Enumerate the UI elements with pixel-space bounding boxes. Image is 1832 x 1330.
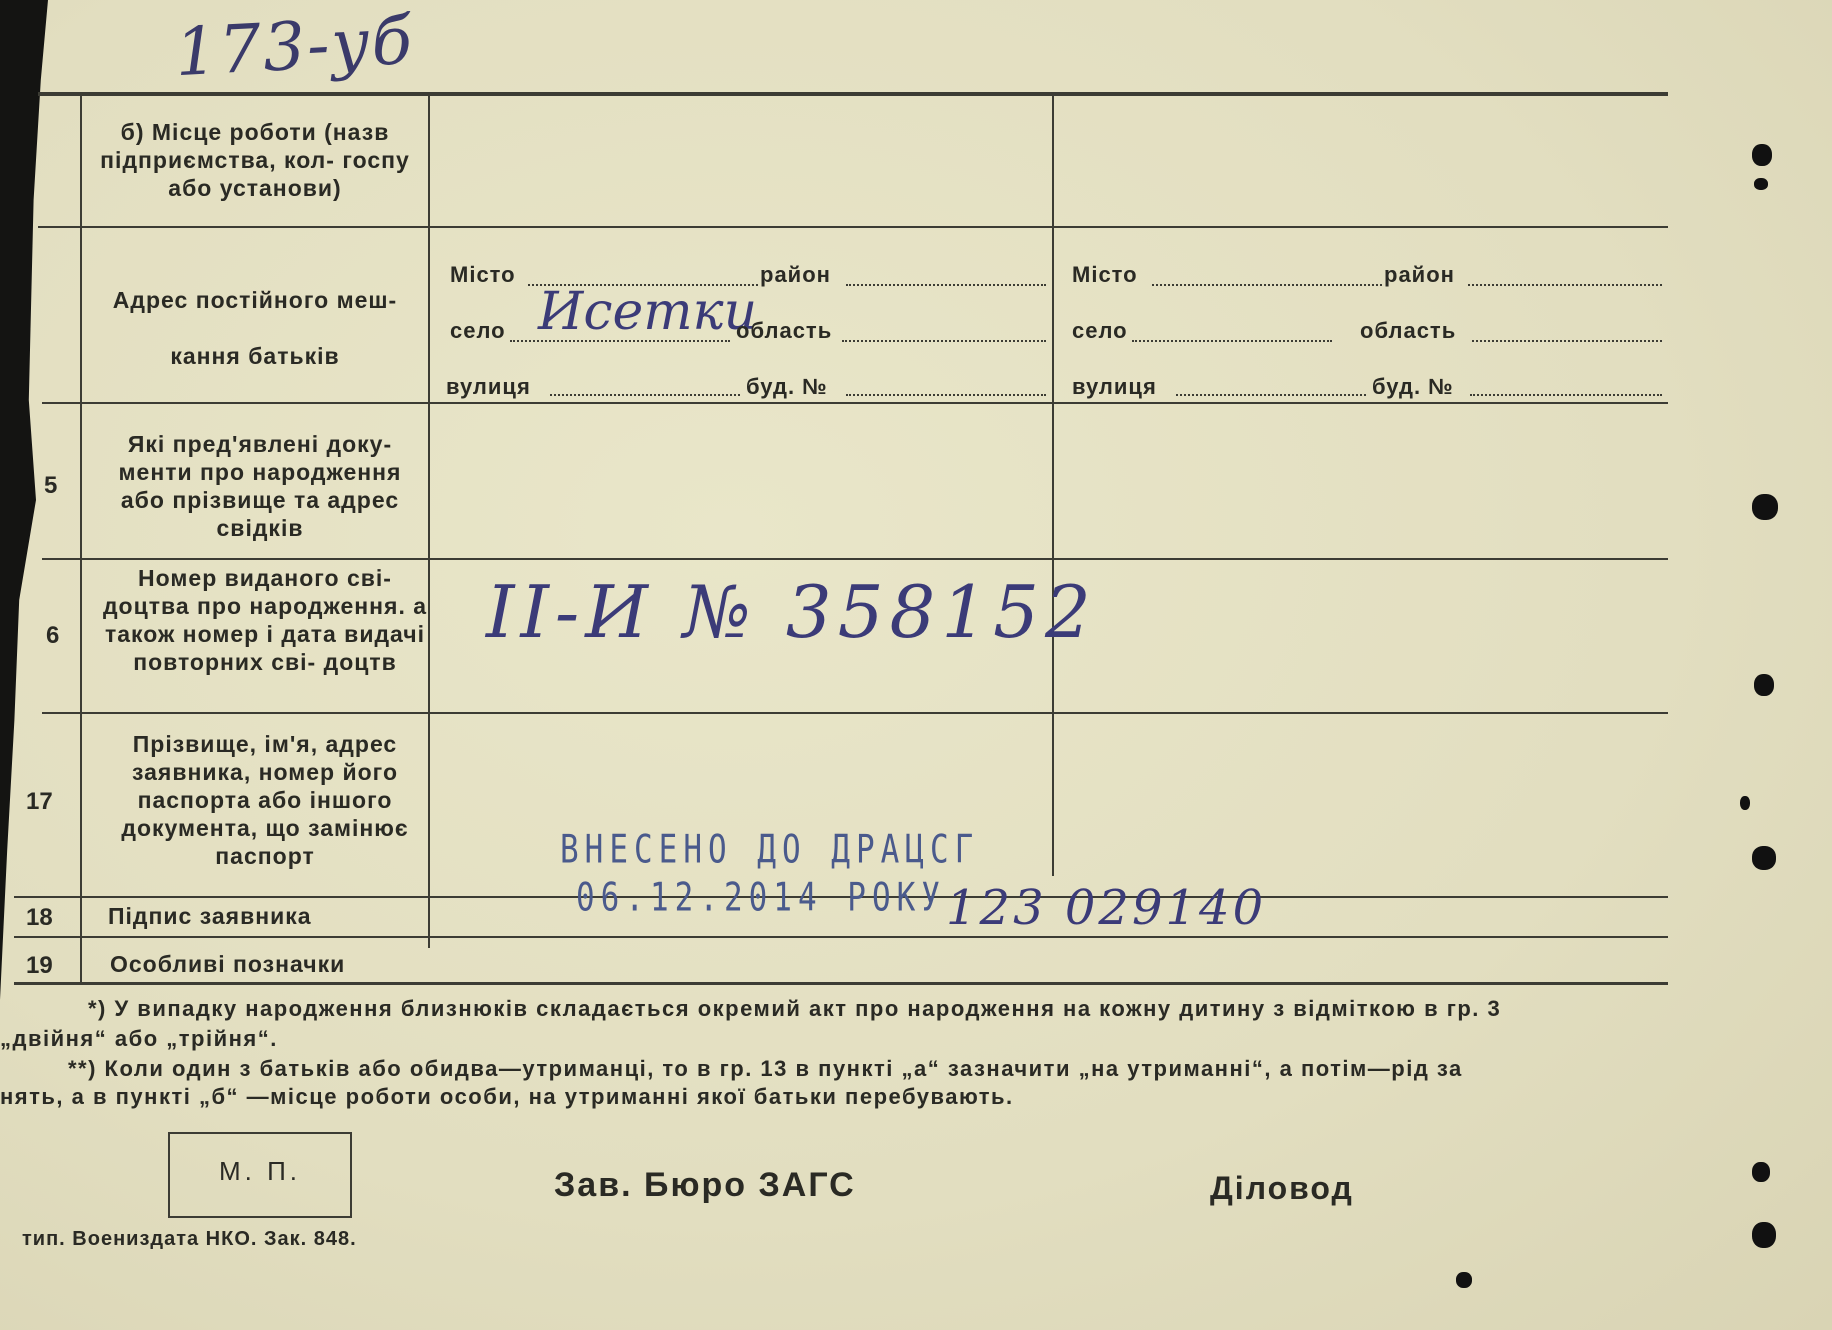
footnote-1-line1: *) У випадку народження близнюків складається окремий акт про народження на кожну дитину з відміткою в гр. 3 — [88, 996, 1502, 1021]
row-divider — [42, 402, 1668, 404]
registry-stamp-line2: 06.12.2014 РОКУ — [576, 875, 946, 921]
binding-hole — [1740, 796, 1750, 810]
table-top-border — [38, 92, 1668, 96]
address-left-building-line — [846, 394, 1046, 396]
address-right-region-label: область — [1360, 318, 1457, 343]
row-number: 5 — [44, 472, 58, 499]
row-workplace-label: б) Місце роботи (назв підприємства, кол- госпу або установи) — [100, 119, 410, 201]
address-right-building-line — [1470, 394, 1662, 396]
address-left-village-value: Исетки — [538, 282, 758, 342]
binding-hole — [1456, 1272, 1472, 1288]
address-right-street-line — [1176, 394, 1366, 396]
footnote-2-line1: **) Коли один з батьків або обидва—утриманці, то в гр. 13 в пункті „а“ зазначити „на утриманні“, а потім—рід за — [68, 1056, 1463, 1081]
address-left-region-line — [842, 340, 1046, 342]
address-left-city-label: Місто — [450, 262, 516, 287]
registry-head-signature-label: Зав. Бюро ЗАГС — [554, 1166, 856, 1204]
address-right-street-label: вулиця — [1072, 374, 1157, 399]
row-documents-label: Які пред'явлені доку- менти про народження або прізвище та адрес свідків — [118, 431, 402, 541]
address-right-city-label: Місто — [1072, 262, 1138, 287]
address-left-street-line — [550, 394, 740, 396]
certificate-number-handwritten: II-И № 358152 — [486, 570, 1097, 654]
clerk-signature-label: Діловод — [1210, 1170, 1354, 1206]
address-left-district-label: район — [760, 262, 831, 287]
address-left-street-label: вулиця — [446, 374, 531, 399]
address-right-district-line — [1468, 284, 1662, 286]
seal-placeholder-label: М. П. — [218, 1156, 302, 1186]
binding-hole — [1752, 144, 1772, 166]
row-divider — [38, 226, 1668, 228]
applicant-signature-handwritten: 123 029140 — [946, 880, 1267, 936]
address-left-region-label: область — [736, 318, 833, 343]
footnote-2-line2: нять, а в пункті „б“ —місце роботи особи, на утриманні якої батьки перебувають. — [0, 1084, 1014, 1109]
table-bottom-border — [14, 982, 1668, 985]
binding-hole — [1752, 1222, 1776, 1248]
binding-hole — [1752, 846, 1776, 870]
address-right-building-label: буд. № — [1372, 374, 1454, 399]
printing-imprint: тип. Воениздата НКО. Зак. 848. — [22, 1228, 357, 1250]
address-right-district-label: район — [1384, 262, 1455, 287]
binding-hole — [1752, 1162, 1770, 1182]
row-number: 6 — [46, 622, 60, 649]
address-right-region-line — [1472, 340, 1662, 342]
address-left-district-line — [846, 284, 1046, 286]
column-divider — [80, 96, 82, 984]
row-divider — [42, 558, 1668, 560]
seal-placeholder-box — [168, 1132, 352, 1218]
binding-hole — [1754, 178, 1768, 190]
footnote-1-line2: „двійня“ або „трійня“. — [0, 1026, 278, 1051]
column-divider — [1052, 96, 1054, 876]
binding-hole — [1752, 494, 1778, 520]
row-signature-label: Підпис заявника — [108, 903, 312, 929]
row-address-label: Адрес постійного меш- кання батьків — [112, 287, 398, 369]
row-divider — [42, 712, 1668, 714]
address-right-city-line — [1152, 284, 1382, 286]
row-special-notes-label: Особливі позначки — [110, 951, 346, 977]
row-applicant-label: Прізвище, ім'я, адрес заявника, номер його паспорта або іншого документа, що замінює паспорт — [121, 731, 409, 869]
row-divider — [14, 936, 1668, 938]
row-number: 19 — [26, 952, 53, 979]
binding-hole — [1754, 674, 1774, 696]
address-left-village-label: село — [450, 318, 506, 343]
address-left-building-label: буд. № — [746, 374, 828, 399]
row-certificate-label: Номер виданого сві- доцтва про народження. а також номер і дата видачі повторних сві- доцтв — [102, 565, 428, 675]
handwritten-archive-number: 173-уб — [173, 1, 416, 92]
row-number: 18 — [26, 904, 53, 931]
address-right-village-line — [1132, 340, 1332, 342]
row-number: 17 — [26, 788, 53, 815]
address-right-village-label: село — [1072, 318, 1128, 343]
registry-stamp-line1: ВНЕСЕНО ДО ДРАЦСГ — [560, 827, 980, 873]
torn-edge — [0, 0, 48, 1000]
